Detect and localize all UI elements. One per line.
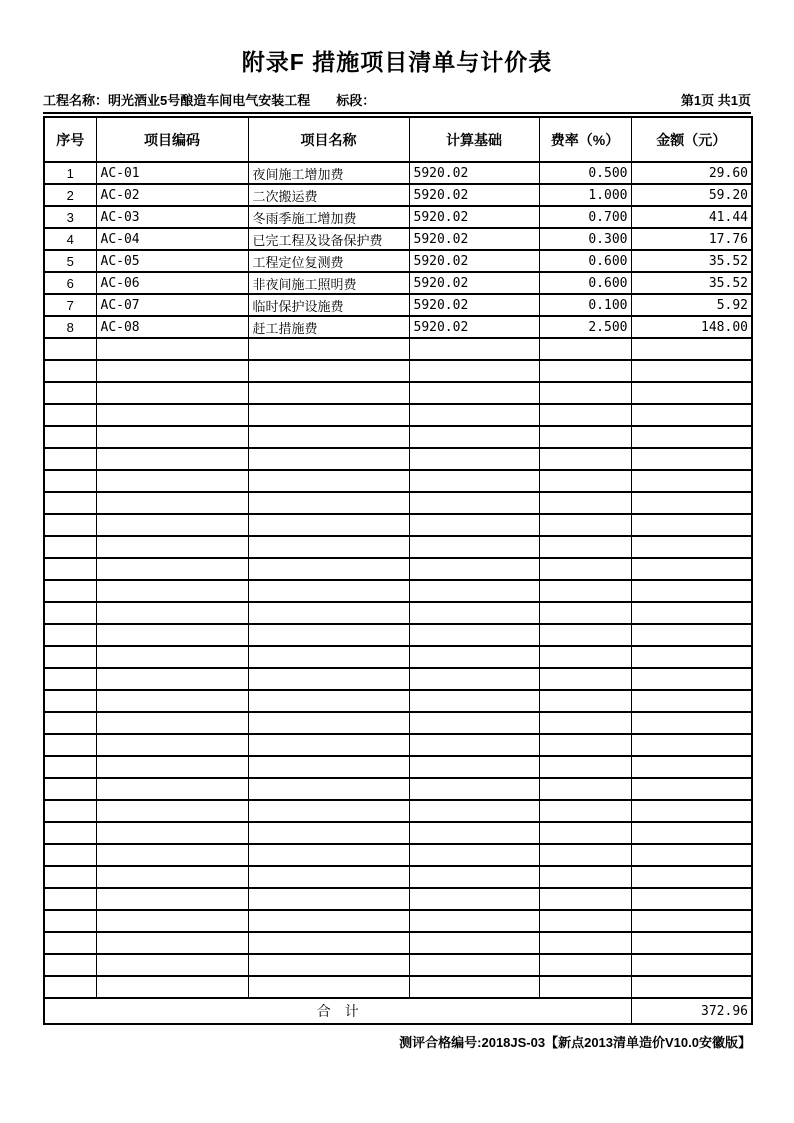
empty-cell <box>631 844 752 866</box>
cell-base: 5920.02 <box>409 228 539 250</box>
empty-cell <box>44 866 96 888</box>
empty-cell <box>248 536 409 558</box>
cell-rate: 1.000 <box>539 184 631 206</box>
empty-cell <box>96 558 248 580</box>
empty-cell <box>409 866 539 888</box>
empty-row <box>44 866 752 888</box>
empty-row <box>44 624 752 646</box>
empty-cell <box>248 448 409 470</box>
empty-cell <box>631 822 752 844</box>
empty-cell <box>539 558 631 580</box>
empty-cell <box>409 382 539 404</box>
empty-cell <box>44 822 96 844</box>
empty-cell <box>44 888 96 910</box>
empty-cell <box>96 778 248 800</box>
empty-cell <box>44 404 96 426</box>
empty-cell <box>248 492 409 514</box>
empty-cell <box>539 954 631 976</box>
header-code: 项目编码 <box>96 117 248 162</box>
empty-cell <box>96 866 248 888</box>
empty-cell <box>44 932 96 954</box>
section-label: 标段： <box>336 93 376 108</box>
empty-cell <box>248 624 409 646</box>
cell-name: 非夜间施工照明费 <box>248 272 409 294</box>
empty-cell <box>409 338 539 360</box>
cell-base: 5920.02 <box>409 272 539 294</box>
empty-cell <box>631 382 752 404</box>
table-row <box>44 272 752 294</box>
empty-cell <box>44 976 96 998</box>
empty-cell <box>539 602 631 624</box>
empty-cell <box>409 734 539 756</box>
cell-name: 二次搬运费 <box>248 184 409 206</box>
empty-cell <box>539 492 631 514</box>
cell-code: AC-01 <box>96 162 248 184</box>
empty-cell <box>248 910 409 932</box>
cell-name: 临时保护设施费 <box>248 294 409 316</box>
empty-row <box>44 712 752 734</box>
empty-cell <box>631 778 752 800</box>
empty-row <box>44 382 752 404</box>
project-name-label: 工程名称：明光酒业5号酿造车间电气安装工程 <box>43 93 311 108</box>
empty-row <box>44 734 752 756</box>
empty-cell <box>631 976 752 998</box>
empty-cell <box>409 360 539 382</box>
cell-seq: 4 <box>44 228 96 250</box>
empty-row <box>44 360 752 382</box>
cell-code: AC-04 <box>96 228 248 250</box>
empty-cell <box>631 734 752 756</box>
empty-cell <box>96 712 248 734</box>
empty-cell <box>631 668 752 690</box>
cell-base: 5920.02 <box>409 162 539 184</box>
empty-cell <box>96 690 248 712</box>
cell-name: 夜间施工增加费 <box>248 162 409 184</box>
empty-cell <box>96 448 248 470</box>
subheader <box>43 90 751 114</box>
cell-seq: 8 <box>44 316 96 338</box>
empty-cell <box>44 536 96 558</box>
cell-amount: 35.52 <box>631 272 752 294</box>
empty-cell <box>44 514 96 536</box>
empty-cell <box>96 426 248 448</box>
empty-row <box>44 888 752 910</box>
empty-cell <box>631 712 752 734</box>
cell-amount: 59.20 <box>631 184 752 206</box>
empty-cell <box>248 888 409 910</box>
empty-cell <box>96 668 248 690</box>
empty-cell <box>631 580 752 602</box>
empty-cell <box>248 800 409 822</box>
empty-cell <box>96 756 248 778</box>
empty-cell <box>409 492 539 514</box>
cell-name: 已完工程及设备保护费 <box>248 228 409 250</box>
empty-cell <box>96 514 248 536</box>
empty-cell <box>631 602 752 624</box>
cell-base: 5920.02 <box>409 206 539 228</box>
empty-row <box>44 778 752 800</box>
empty-cell <box>409 822 539 844</box>
table-row <box>44 184 752 206</box>
cell-seq: 2 <box>44 184 96 206</box>
cell-amount: 41.44 <box>631 206 752 228</box>
empty-cell <box>44 624 96 646</box>
empty-cell <box>44 492 96 514</box>
empty-cell <box>409 888 539 910</box>
subheader-left <box>43 90 375 109</box>
empty-cell <box>409 404 539 426</box>
empty-cell <box>96 932 248 954</box>
empty-cell <box>539 360 631 382</box>
empty-cell <box>539 756 631 778</box>
cell-base: 5920.02 <box>409 184 539 206</box>
empty-cell <box>631 426 752 448</box>
empty-row <box>44 976 752 998</box>
empty-cell <box>631 470 752 492</box>
empty-row <box>44 580 752 602</box>
empty-cell <box>409 844 539 866</box>
empty-cell <box>539 734 631 756</box>
empty-cell <box>631 646 752 668</box>
header-amount: 金额（元） <box>631 117 752 162</box>
empty-row <box>44 822 752 844</box>
empty-cell <box>539 866 631 888</box>
empty-cell <box>631 756 752 778</box>
cell-seq: 6 <box>44 272 96 294</box>
cell-amount: 5.92 <box>631 294 752 316</box>
empty-cell <box>539 778 631 800</box>
cell-rate: 0.600 <box>539 272 631 294</box>
table-row <box>44 250 752 272</box>
empty-cell <box>248 866 409 888</box>
page-info: 第1页 共1页 <box>680 93 751 108</box>
cell-rate: 0.500 <box>539 162 631 184</box>
empty-cell <box>96 536 248 558</box>
empty-row <box>44 514 752 536</box>
empty-cell <box>409 602 539 624</box>
footer-note: 测评合格编号:2018JS-03【新点2013清单造价V10.0安徽版】 <box>399 1035 751 1050</box>
cell-name: 工程定位复测费 <box>248 250 409 272</box>
empty-cell <box>96 470 248 492</box>
header-base: 计算基础 <box>409 117 539 162</box>
empty-cell <box>44 558 96 580</box>
empty-cell <box>539 888 631 910</box>
empty-cell <box>44 778 96 800</box>
cell-code: AC-02 <box>96 184 248 206</box>
table-row <box>44 206 752 228</box>
cell-rate: 0.100 <box>539 294 631 316</box>
empty-cell <box>248 954 409 976</box>
empty-cell <box>631 558 752 580</box>
total-label: 合 计 <box>44 998 631 1024</box>
header-name: 项目名称 <box>248 117 409 162</box>
empty-cell <box>539 822 631 844</box>
table-header-row <box>44 117 752 162</box>
total-row <box>44 998 752 1024</box>
table-row <box>44 162 752 184</box>
cell-seq: 3 <box>44 206 96 228</box>
cell-base: 5920.02 <box>409 316 539 338</box>
cell-rate: 0.600 <box>539 250 631 272</box>
empty-cell <box>96 888 248 910</box>
empty-cell <box>539 426 631 448</box>
empty-row <box>44 404 752 426</box>
empty-cell <box>539 624 631 646</box>
empty-cell <box>44 382 96 404</box>
empty-cell <box>539 448 631 470</box>
empty-cell <box>409 668 539 690</box>
cell-code: AC-05 <box>96 250 248 272</box>
empty-row <box>44 492 752 514</box>
cell-code: AC-07 <box>96 294 248 316</box>
page-title: 附录F 措施项目清单与计价表 <box>241 49 553 75</box>
empty-cell <box>409 690 539 712</box>
empty-cell <box>248 712 409 734</box>
empty-cell <box>248 602 409 624</box>
empty-cell <box>44 800 96 822</box>
empty-cell <box>248 360 409 382</box>
empty-cell <box>44 426 96 448</box>
empty-cell <box>96 646 248 668</box>
empty-cell <box>96 602 248 624</box>
cell-code: AC-08 <box>96 316 248 338</box>
empty-cell <box>631 800 752 822</box>
empty-cell <box>248 778 409 800</box>
empty-cell <box>409 514 539 536</box>
empty-cell <box>631 492 752 514</box>
empty-cell <box>539 470 631 492</box>
empty-cell <box>44 338 96 360</box>
empty-cell <box>44 690 96 712</box>
empty-row <box>44 800 752 822</box>
empty-cell <box>248 932 409 954</box>
empty-cell <box>631 910 752 932</box>
empty-row <box>44 448 752 470</box>
cell-rate: 0.700 <box>539 206 631 228</box>
empty-cell <box>539 338 631 360</box>
empty-row <box>44 602 752 624</box>
empty-cell <box>44 844 96 866</box>
empty-cell <box>409 624 539 646</box>
cell-seq: 1 <box>44 162 96 184</box>
empty-cell <box>248 338 409 360</box>
cell-rate: 2.500 <box>539 316 631 338</box>
empty-cell <box>96 624 248 646</box>
empty-cell <box>539 646 631 668</box>
empty-cell <box>44 910 96 932</box>
empty-cell <box>44 954 96 976</box>
total-amount: 372.96 <box>631 998 752 1024</box>
empty-cell <box>96 734 248 756</box>
empty-cell <box>248 514 409 536</box>
header-rate: 费率（%） <box>539 117 631 162</box>
empty-cell <box>539 668 631 690</box>
empty-row <box>44 954 752 976</box>
empty-cell <box>44 734 96 756</box>
empty-cell <box>96 800 248 822</box>
empty-cell <box>96 954 248 976</box>
table-row <box>44 316 752 338</box>
empty-cell <box>96 338 248 360</box>
empty-cell <box>631 866 752 888</box>
empty-cell <box>409 976 539 998</box>
empty-cell <box>539 976 631 998</box>
empty-row <box>44 756 752 778</box>
cell-code: AC-06 <box>96 272 248 294</box>
empty-cell <box>631 448 752 470</box>
empty-cell <box>409 558 539 580</box>
empty-cell <box>248 580 409 602</box>
empty-cell <box>248 426 409 448</box>
table-row <box>44 228 752 250</box>
empty-cell <box>44 470 96 492</box>
empty-cell <box>631 514 752 536</box>
empty-cell <box>248 404 409 426</box>
empty-cell <box>539 932 631 954</box>
empty-cell <box>44 646 96 668</box>
empty-cell <box>409 756 539 778</box>
cell-amount: 148.00 <box>631 316 752 338</box>
empty-cell <box>631 624 752 646</box>
empty-cell <box>44 580 96 602</box>
empty-cell <box>248 690 409 712</box>
empty-cell <box>539 712 631 734</box>
empty-cell <box>409 470 539 492</box>
empty-cell <box>248 382 409 404</box>
empty-row <box>44 668 752 690</box>
empty-row <box>44 470 752 492</box>
cell-amount: 29.60 <box>631 162 752 184</box>
cell-base: 5920.02 <box>409 294 539 316</box>
empty-cell <box>248 976 409 998</box>
empty-cell <box>96 910 248 932</box>
empty-cell <box>539 514 631 536</box>
empty-row <box>44 558 752 580</box>
empty-cell <box>631 404 752 426</box>
empty-cell <box>631 536 752 558</box>
empty-cell <box>539 404 631 426</box>
empty-row <box>44 690 752 712</box>
empty-cell <box>248 668 409 690</box>
empty-cell <box>248 646 409 668</box>
empty-cell <box>248 558 409 580</box>
empty-cell <box>539 844 631 866</box>
empty-cell <box>631 932 752 954</box>
empty-cell <box>248 822 409 844</box>
empty-row <box>44 910 752 932</box>
empty-cell <box>539 580 631 602</box>
empty-cell <box>539 536 631 558</box>
empty-cell <box>44 360 96 382</box>
empty-cell <box>96 844 248 866</box>
measures-table <box>43 116 753 1025</box>
empty-cell <box>539 910 631 932</box>
cell-rate: 0.300 <box>539 228 631 250</box>
empty-cell <box>96 404 248 426</box>
empty-cell <box>409 646 539 668</box>
empty-cell <box>631 888 752 910</box>
empty-cell <box>539 382 631 404</box>
empty-cell <box>96 580 248 602</box>
empty-cell <box>409 448 539 470</box>
empty-cell <box>44 448 96 470</box>
empty-cell <box>44 602 96 624</box>
empty-cell <box>248 470 409 492</box>
empty-cell <box>631 360 752 382</box>
empty-row <box>44 844 752 866</box>
empty-row <box>44 932 752 954</box>
cell-name: 冬雨季施工增加费 <box>248 206 409 228</box>
empty-cell <box>248 756 409 778</box>
header-seq: 序号 <box>44 117 96 162</box>
empty-row <box>44 426 752 448</box>
empty-cell <box>631 954 752 976</box>
cell-base: 5920.02 <box>409 250 539 272</box>
cell-amount: 35.52 <box>631 250 752 272</box>
empty-cell <box>409 536 539 558</box>
empty-cell <box>631 690 752 712</box>
empty-cell <box>409 580 539 602</box>
empty-cell <box>96 822 248 844</box>
empty-cell <box>96 382 248 404</box>
cell-amount: 17.76 <box>631 228 752 250</box>
empty-cell <box>409 954 539 976</box>
empty-cell <box>96 492 248 514</box>
cell-name: 赶工措施费 <box>248 316 409 338</box>
cell-seq: 5 <box>44 250 96 272</box>
empty-cell <box>248 734 409 756</box>
empty-row <box>44 536 752 558</box>
empty-cell <box>539 690 631 712</box>
empty-cell <box>44 712 96 734</box>
empty-cell <box>248 844 409 866</box>
table-row <box>44 294 752 316</box>
cell-code: AC-03 <box>96 206 248 228</box>
empty-cell <box>409 910 539 932</box>
empty-cell <box>96 976 248 998</box>
empty-cell <box>409 426 539 448</box>
empty-row <box>44 338 752 360</box>
cell-seq: 7 <box>44 294 96 316</box>
empty-cell <box>539 800 631 822</box>
empty-cell <box>409 712 539 734</box>
empty-cell <box>409 778 539 800</box>
empty-row <box>44 646 752 668</box>
empty-cell <box>44 668 96 690</box>
empty-cell <box>44 756 96 778</box>
empty-cell <box>96 360 248 382</box>
empty-cell <box>409 800 539 822</box>
empty-cell <box>631 338 752 360</box>
empty-cell <box>409 932 539 954</box>
